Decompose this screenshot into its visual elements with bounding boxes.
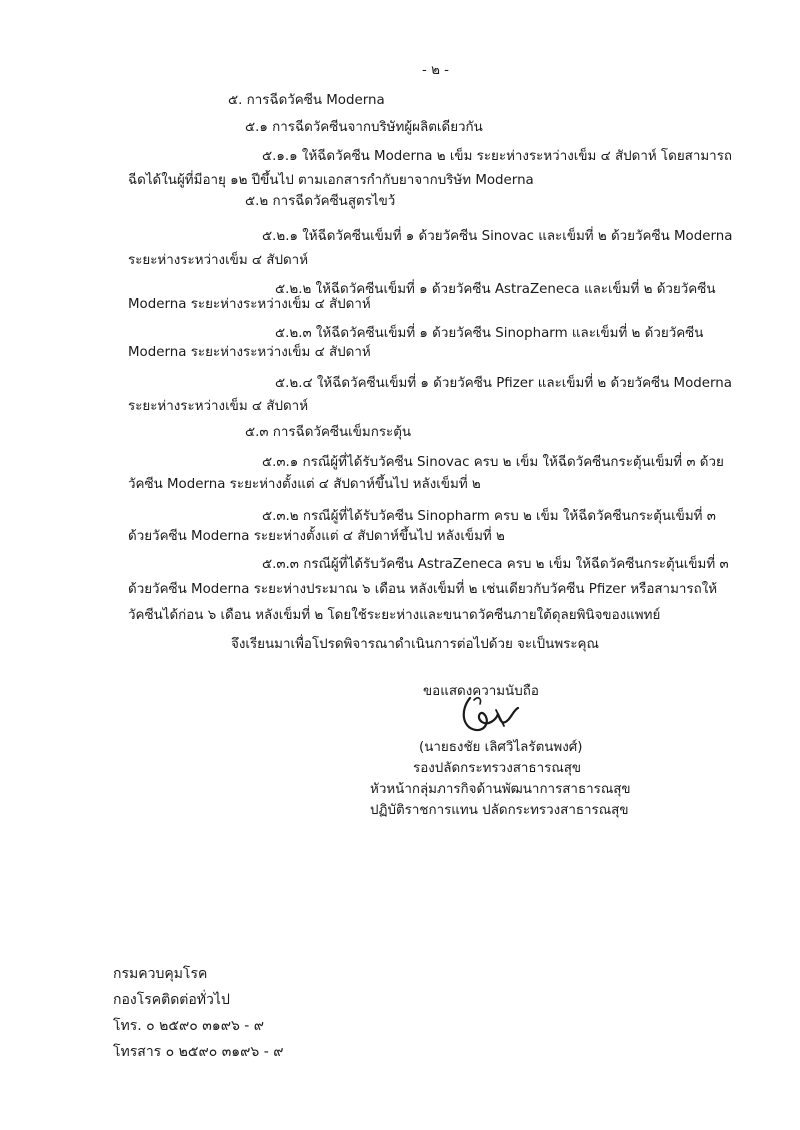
item-5-2-3: ๕.๒.๓ ให้ฉีดวัคซีนเข็มที่ ๑ ด้วยวัคซีน Sinopharm และเข็มที่ ๒ ด้วยวัคซีน — [275, 326, 704, 341]
footer-division: กองโรคติดต่อทั่วไป — [113, 992, 230, 1008]
item-5-3-1-cont: วัคซีน Moderna ระยะห่างตั้งแต่ ๔ สัปดาห์ขึ้นไป หลังเข็มที่ ๒ — [128, 477, 481, 492]
heading-5: ๕. การฉีดวัคซีน Moderna — [228, 93, 385, 108]
item-5-3-2-cont: ด้วยวัคซีน Moderna ระยะห่างตั้งแต่ ๔ สัปดาห์ขึ้นไป หลังเข็มที่ ๒ — [128, 529, 505, 544]
signature-mark — [456, 690, 526, 740]
closing-paragraph: จึงเรียนมาเพื่อโปรดพิจารณาดำเนินการต่อไปด้วย จะเป็นพระคุณ — [231, 637, 599, 652]
page-number: - ๒ - — [422, 63, 450, 78]
item-5-2-4-cont: ระยะห่างระหว่างเข็ม ๔ สัปดาห์ — [128, 399, 309, 414]
item-5-2-2: ๕.๒.๒ ให้ฉีดวัคซีนเข็มที่ ๑ ด้วยวัคซีน AstraZeneca และเข็มที่ ๒ ด้วยวัคซีน — [275, 282, 716, 297]
item-5-3-3-cont-1: ด้วยวัคซีน Moderna ระยะห่างประมาณ ๖ เดือน หลังเข็มที่ ๒ เช่นเดียวกับวัคซีน Pfizer หรือสามารถให้ — [128, 582, 718, 597]
signatory-position-1: รองปลัดกระทรวงสาธารณสุข — [413, 761, 582, 776]
closing-phrase: ขอแสดงความนับถือ — [423, 684, 539, 699]
footer-fax: โทรสาร ๐ ๒๕๙๐ ๓๑๙๖ - ๙ — [113, 1044, 284, 1060]
signatory-position-3: ปฏิบัติราชการแทน ปลัดกระทรวงสาธารณสุข — [370, 803, 629, 818]
signatory-position-2: หัวหน้ากลุ่มภารกิจด้านพัฒนาการสาธารณสุข — [370, 782, 631, 797]
item-5-1-1: ๕.๑.๑ ให้ฉีดวัคซีน Moderna ๒ เข็ม ระยะห่างระหว่างเข็ม ๔ สัปดาห์ โดยสามารถ — [262, 149, 733, 164]
item-5-3-3-cont-2: วัคซีนได้ก่อน ๖ เดือน หลังเข็มที่ ๒ โดยใช้ระยะห่างและขนาดวัคซีนภายใต้ดุลยพินิจของแพทย์ — [128, 608, 661, 623]
item-5-3-2: ๕.๓.๒ กรณีผู้ที่ได้รับวัคซีน Sinopharm ครบ ๒ เข็ม ให้ฉีดวัคซีนกระตุ้นเข็มที่ ๓ — [262, 509, 716, 524]
signatory-name: (นายธงชัย เลิศวิไลรัตนพงศ์) — [419, 740, 583, 755]
footer-phone: โทร. ๐ ๒๕๙๐ ๓๑๙๖ - ๙ — [113, 1018, 265, 1034]
item-5-2-3-cont: Moderna ระยะห่างระหว่างเข็ม ๔ สัปดาห์ — [128, 345, 371, 360]
heading-5-1: ๕.๑ การฉีดวัคซีนจากบริษัทผู้ผลิตเดียวกัน — [245, 120, 483, 135]
heading-5-2: ๕.๒ การฉีดวัคซีนสูตรไขว้ — [245, 194, 396, 209]
item-5-2-1-cont: ระยะห่างระหว่างเข็ม ๔ สัปดาห์ — [128, 253, 309, 268]
item-5-1-1-cont: ฉีดได้ในผู้ที่มีอายุ ๑๒ ปีขึ้นไป ตามเอกสารกำกับยาจากบริษัท Moderna — [128, 173, 534, 188]
item-5-2-4: ๕.๒.๔ ให้ฉีดวัคซีนเข็มที่ ๑ ด้วยวัคซีน Pfizer และเข็มที่ ๒ ด้วยวัคซีน Moderna — [275, 376, 732, 391]
footer-department: กรมควบคุมโรค — [113, 966, 208, 982]
item-5-2-1: ๕.๒.๑ ให้ฉีดวัคซีนเข็มที่ ๑ ด้วยวัคซีน Sinovac และเข็มที่ ๒ ด้วยวัคซีน Moderna — [262, 229, 733, 244]
item-5-3-3: ๕.๓.๓ กรณีผู้ที่ได้รับวัคซีน AstraZeneca ครบ ๒ เข็ม ให้ฉีดวัคซีนกระตุ้นเข็มที่ ๓ — [262, 557, 729, 572]
item-5-3-1: ๕.๓.๑ กรณีผู้ที่ได้รับวัคซีน Sinovac ครบ ๒ เข็ม ให้ฉีดวัคซีนกระตุ้นเข็มที่ ๓ ด้วย — [262, 455, 724, 470]
item-5-2-2-cont: Moderna ระยะห่างระหว่างเข็ม ๔ สัปดาห์ — [128, 297, 371, 312]
heading-5-3: ๕.๓ การฉีดวัคซีนเข็มกระตุ้น — [245, 425, 412, 440]
